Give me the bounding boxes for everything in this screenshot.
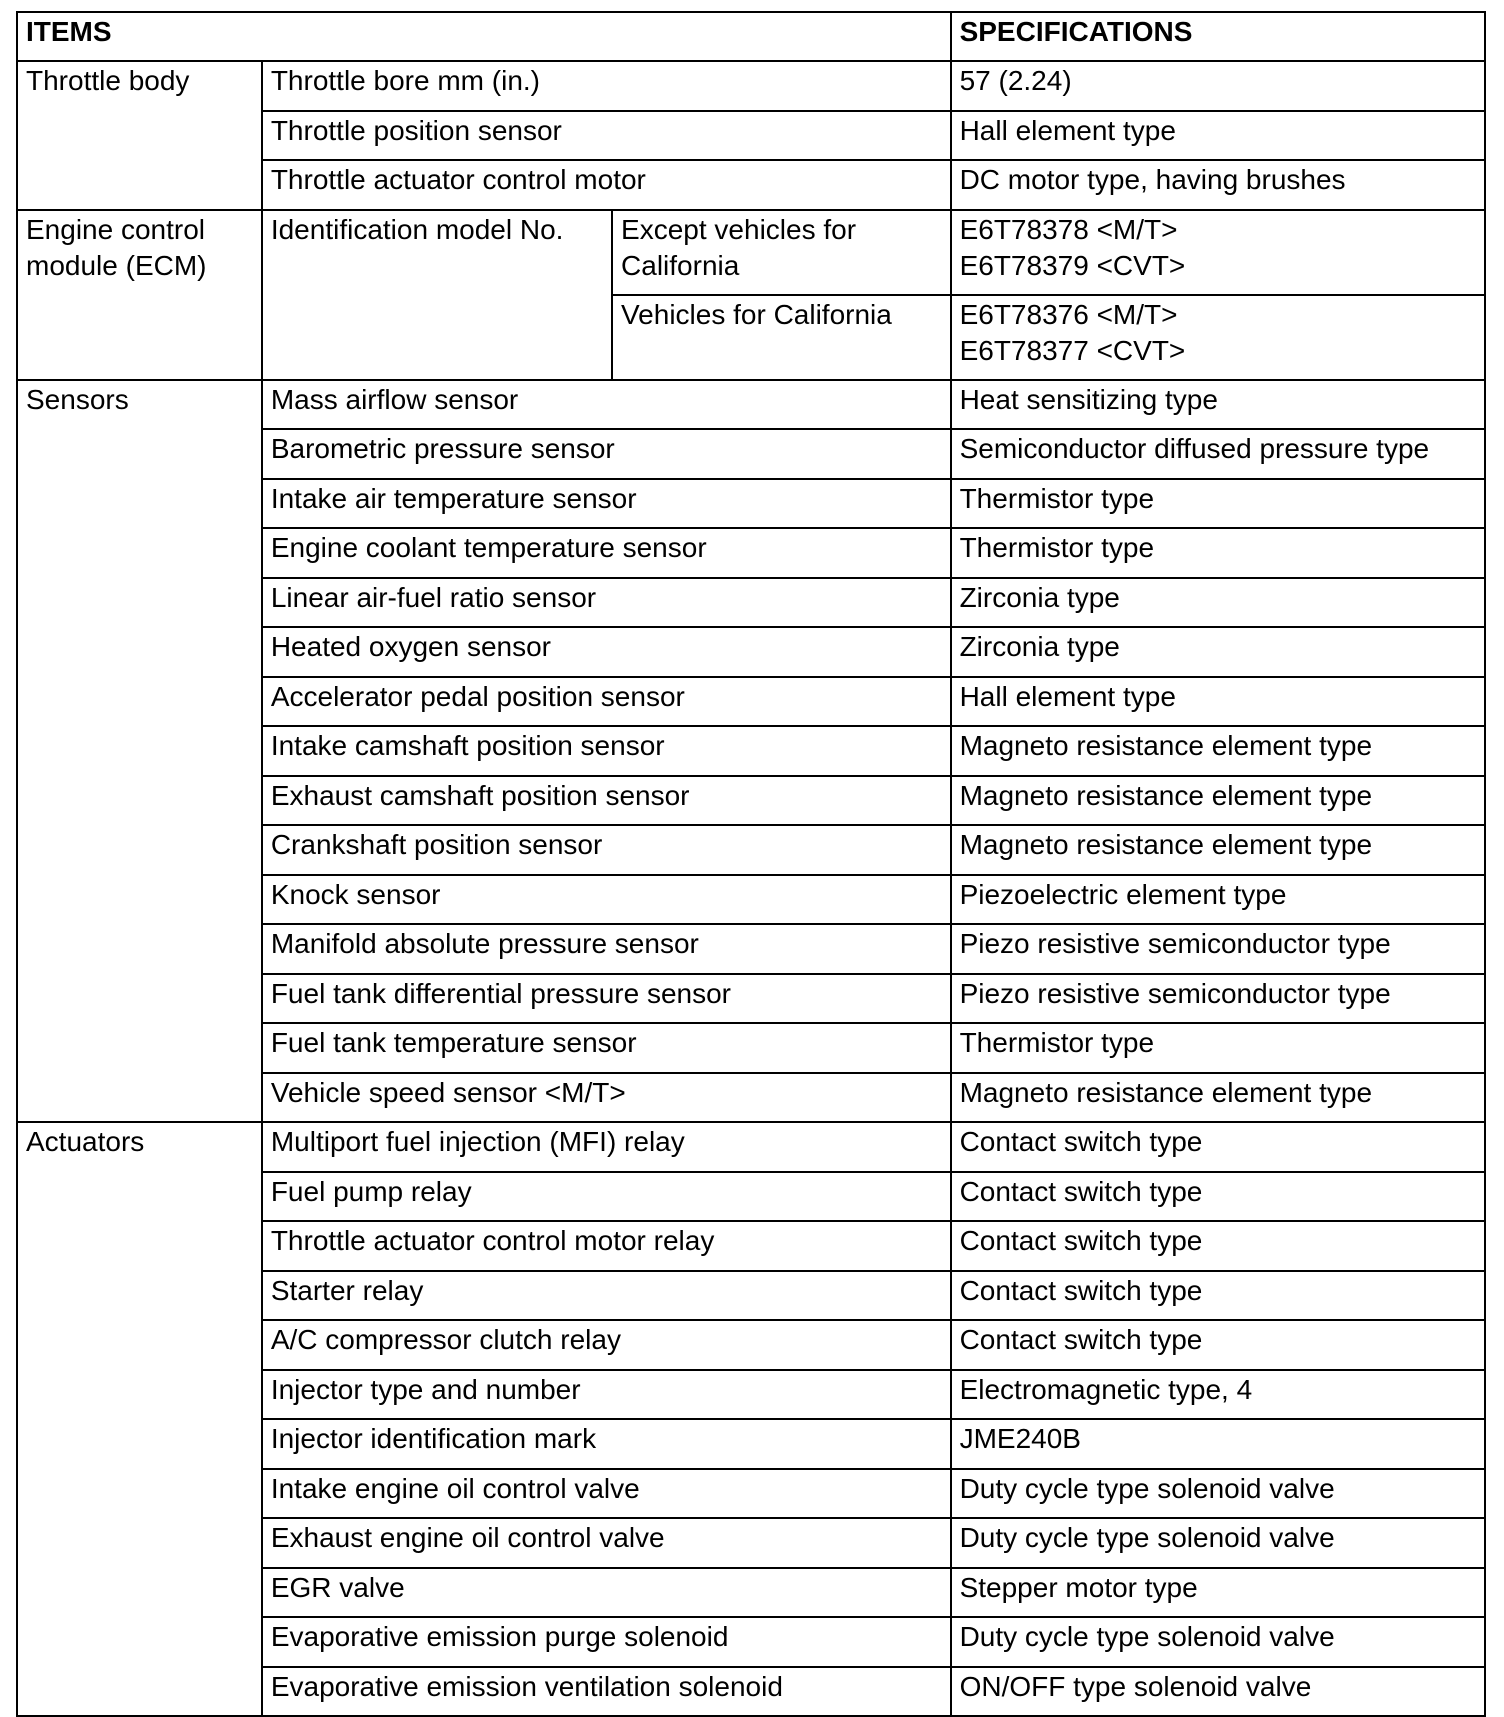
- sub-item-line: Except vehicles for: [621, 213, 857, 245]
- spec-cell: [951, 295, 1485, 380]
- spec-cell: Stepper motor type: [951, 1568, 1485, 1618]
- item-cell: Exhaust camshaft position sensor: [262, 776, 951, 826]
- item-cell: Fuel pump relay: [262, 1172, 951, 1222]
- table-header-row: [17, 12, 1485, 61]
- header-items: ITEMS: [17, 12, 951, 61]
- item-cell: Fuel tank differential pressure sensor: [262, 974, 951, 1024]
- spec-line: E6T78377 <CVT>: [959, 334, 1186, 366]
- spec-cell: Piezo resistive semiconductor type: [951, 924, 1485, 974]
- item-cell: Injector type and number: [262, 1370, 951, 1420]
- group-label-line: Engine control: [26, 213, 206, 245]
- spec-cell: Semiconductor diffused pressure type: [951, 429, 1485, 479]
- item-cell: Throttle position sensor: [262, 111, 951, 161]
- spec-cell: Duty cycle type solenoid valve: [951, 1469, 1485, 1519]
- spec-cell: Zirconia type: [951, 578, 1485, 628]
- spec-cell: Heat sensitizing type: [951, 380, 1485, 430]
- header-specifications: SPECIFICATIONS: [951, 12, 1485, 61]
- item-cell: Knock sensor: [262, 875, 951, 925]
- group-label-line: module (ECM): [26, 249, 207, 281]
- spec-line: E6T78379 <CVT>: [959, 249, 1186, 281]
- item-cell: Identification model No.: [262, 210, 612, 380]
- spec-cell: Thermistor type: [951, 479, 1485, 529]
- sub-item-cell: [612, 210, 951, 295]
- item-cell: Exhaust engine oil control valve: [262, 1518, 951, 1568]
- table-row: [17, 380, 1485, 430]
- item-cell: Intake camshaft position sensor: [262, 726, 951, 776]
- spec-cell: Zirconia type: [951, 627, 1485, 677]
- spec-cell: Contact switch type: [951, 1172, 1485, 1222]
- item-cell: Throttle actuator control motor relay: [262, 1221, 951, 1271]
- spec-cell: Magneto resistance element type: [951, 825, 1485, 875]
- item-cell: Throttle actuator control motor: [262, 160, 951, 210]
- spec-cell: ON/OFF type solenoid valve: [951, 1667, 1485, 1717]
- item-cell: Barometric pressure sensor: [262, 429, 951, 479]
- spec-cell: Contact switch type: [951, 1122, 1485, 1172]
- item-cell: Crankshaft position sensor: [262, 825, 951, 875]
- item-cell: Starter relay: [262, 1271, 951, 1321]
- item-cell: Manifold absolute pressure sensor: [262, 924, 951, 974]
- item-cell: EGR valve: [262, 1568, 951, 1618]
- spec-cell: Magneto resistance element type: [951, 776, 1485, 826]
- spec-cell: Piezoelectric element type: [951, 875, 1485, 925]
- spec-cell: Contact switch type: [951, 1221, 1485, 1271]
- spec-cell: Contact switch type: [951, 1320, 1485, 1370]
- specifications-table: [16, 11, 1486, 1717]
- spec-cell: Electromagnetic type, 4: [951, 1370, 1485, 1420]
- spec-cell: Contact switch type: [951, 1271, 1485, 1321]
- group-label-throttle-body: Throttle body: [17, 61, 262, 210]
- spec-cell: 57 (2.24): [951, 61, 1485, 111]
- spec-cell: Thermistor type: [951, 528, 1485, 578]
- spec-cell: Thermistor type: [951, 1023, 1485, 1073]
- spec-cell: JME240B: [951, 1419, 1485, 1469]
- table-row: [17, 210, 1485, 295]
- table-row: [17, 1122, 1485, 1172]
- spec-cell: Hall element type: [951, 111, 1485, 161]
- spec-cell: [951, 210, 1485, 295]
- group-label-sensors: Sensors: [17, 380, 262, 1123]
- spec-line: E6T78378 <M/T>: [959, 213, 1178, 245]
- sub-item-line: Vehicles for California: [621, 298, 892, 330]
- spec-cell: Magneto resistance element type: [951, 726, 1485, 776]
- item-cell: Accelerator pedal position sensor: [262, 677, 951, 727]
- item-cell: Intake air temperature sensor: [262, 479, 951, 529]
- item-cell: Intake engine oil control valve: [262, 1469, 951, 1519]
- item-cell: A/C compressor clutch relay: [262, 1320, 951, 1370]
- item-cell: Vehicle speed sensor <M/T>: [262, 1073, 951, 1123]
- item-cell: Fuel tank temperature sensor: [262, 1023, 951, 1073]
- spec-cell: Piezo resistive semiconductor type: [951, 974, 1485, 1024]
- item-cell: Evaporative emission purge solenoid: [262, 1617, 951, 1667]
- spec-cell: Magneto resistance element type: [951, 1073, 1485, 1123]
- spec-cell: Duty cycle type solenoid valve: [951, 1518, 1485, 1568]
- group-label-ecm: [17, 210, 262, 380]
- group-label-actuators: Actuators: [17, 1122, 262, 1716]
- item-cell: Linear air-fuel ratio sensor: [262, 578, 951, 628]
- spec-cell: Duty cycle type solenoid valve: [951, 1617, 1485, 1667]
- sub-item-line: California: [621, 249, 740, 281]
- item-cell: Engine coolant temperature sensor: [262, 528, 951, 578]
- sub-item-cell: [612, 295, 951, 380]
- item-cell: Multiport fuel injection (MFI) relay: [262, 1122, 951, 1172]
- item-cell: Heated oxygen sensor: [262, 627, 951, 677]
- item-cell: Throttle bore mm (in.): [262, 61, 951, 111]
- item-cell: Injector identification mark: [262, 1419, 951, 1469]
- table-row: [17, 61, 1485, 111]
- item-cell: Mass airflow sensor: [262, 380, 951, 430]
- spec-cell: Hall element type: [951, 677, 1485, 727]
- spec-cell: DC motor type, having brushes: [951, 160, 1485, 210]
- spec-line: E6T78376 <M/T>: [959, 298, 1178, 330]
- item-cell: Evaporative emission ventilation solenoid: [262, 1667, 951, 1717]
